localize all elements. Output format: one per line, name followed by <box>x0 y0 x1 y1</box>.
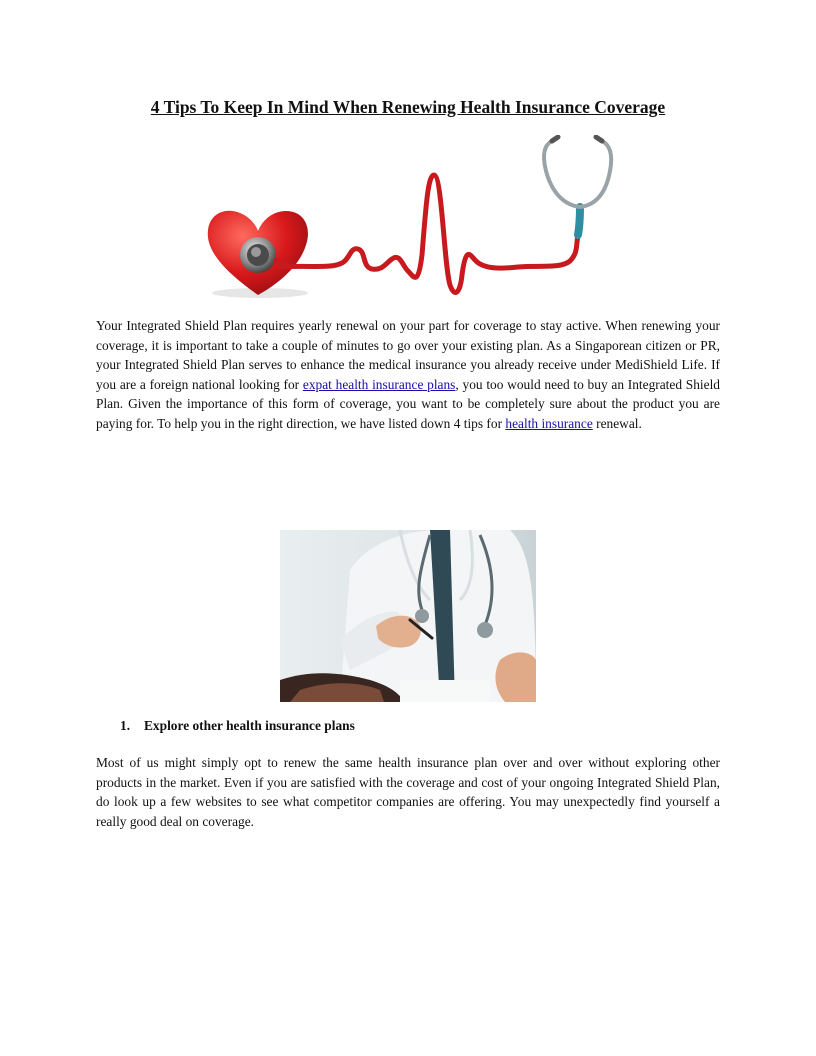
heartbeat-line <box>280 175 578 292</box>
stethoscope-icon <box>544 141 611 207</box>
heart-stethoscope-image <box>200 135 620 300</box>
document-title: 4 Tips To Keep In Mind When Renewing Health Insurance Coverage <box>150 97 666 117</box>
section-1-paragraph: Most of us might simply opt to renew the same health insurance plan over and over without exploring other products in the market. Even if you are satisfied with the coverage and cost of your ongoing Integrated Shield Plan, do look up a few websites to see what competitor companies are offering. You may unexpectedly find yourself a really good deal on coverage. <box>96 755 720 829</box>
expat-health-insurance-link[interactable]: expat health insurance plans <box>302 376 456 392</box>
doctor-photo <box>280 530 536 702</box>
intro-paragraph: Your Integrated Shield Plan requires yearly renewal on your part for coverage to stay active. When renewing your coverage, it is important to take a couple of minutes to go over your existing plan. As a Singaporean citizen or PR, your Integrated Shield Plan serves to enhance the medical insurance you already receive under MediShield Life. If you are a foreign national looking for expat health insurance plans, you too would need to buy an Integrated Shield Plan. Given the importance of this form of coverage, you want to be completely sure about the product you are paying for. To help you in the right direction, we have listed down 4 tips for health insurance renewal. <box>96 318 720 431</box>
health-insurance-link[interactable]: health insurance <box>505 415 593 431</box>
section-1-heading: 1. Explore other health insurance plans <box>120 718 355 733</box>
